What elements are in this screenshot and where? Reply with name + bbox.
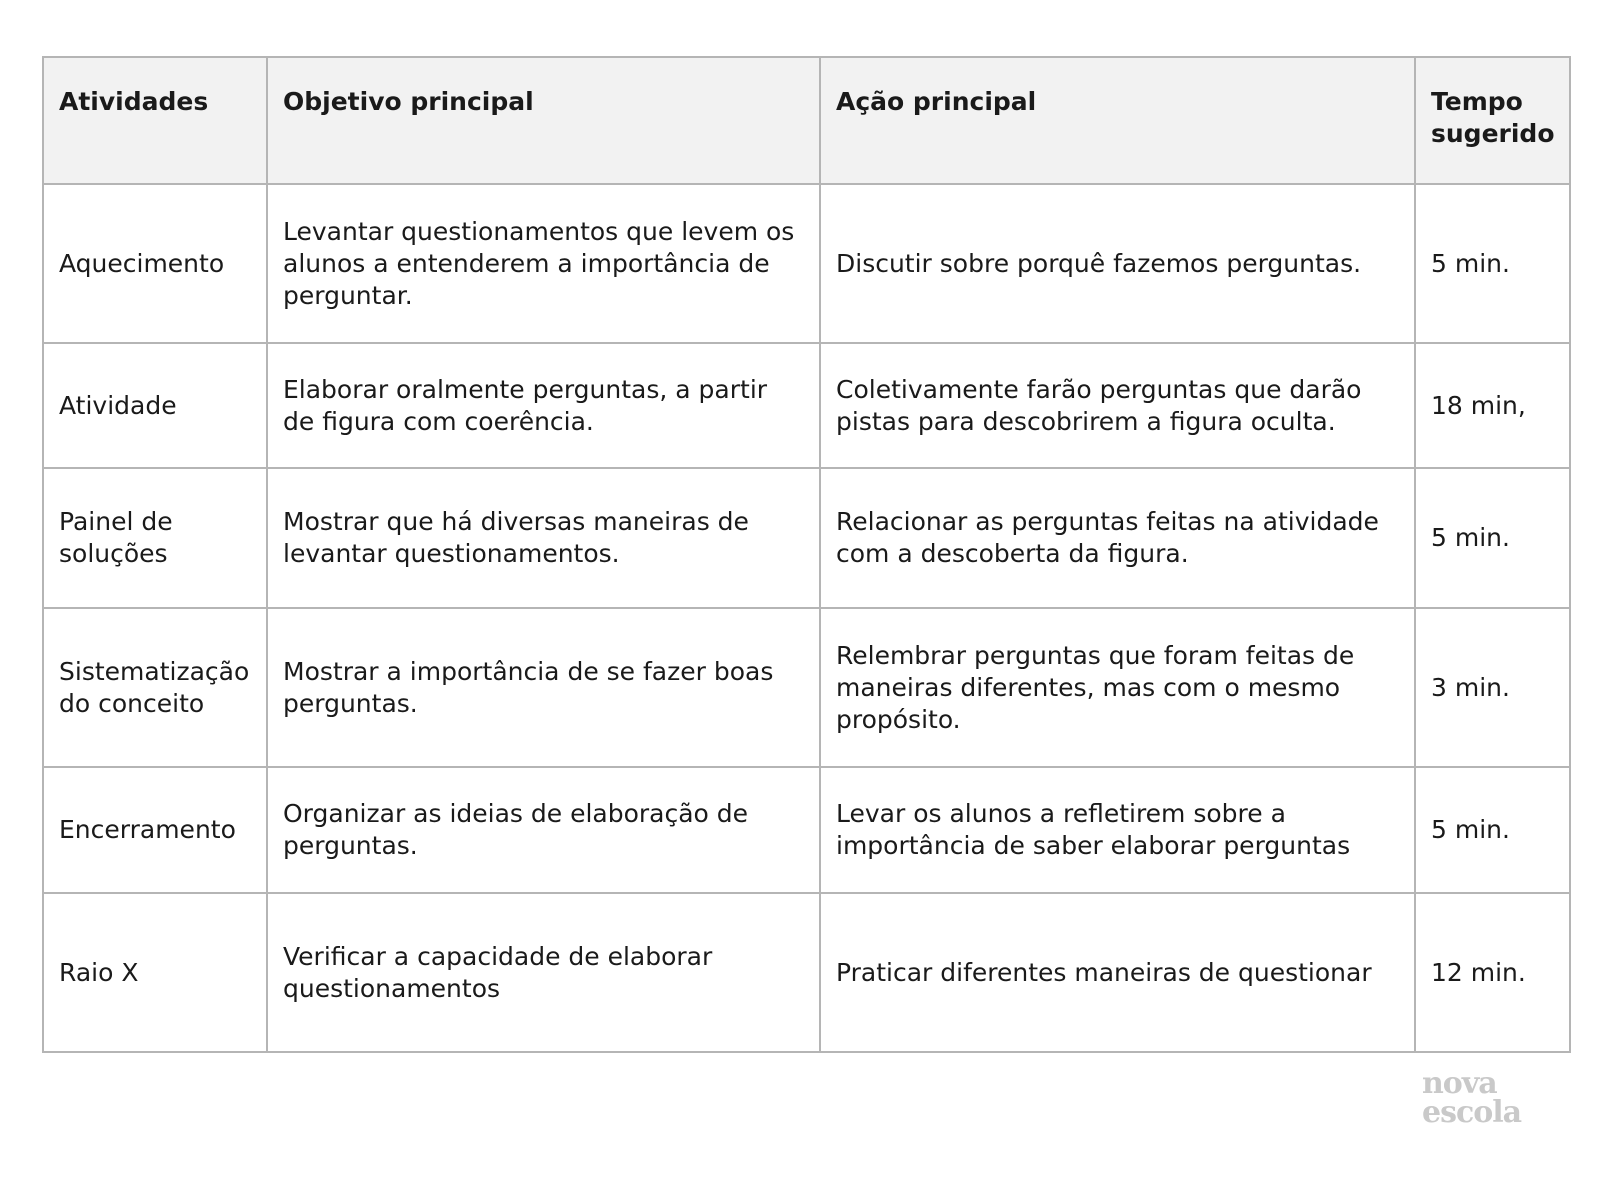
- cell-acao: Relembrar perguntas que foram feitas de maneiras diferentes, mas com o mesmo propósito.: [820, 608, 1415, 767]
- table-row: [43, 184, 1570, 343]
- table-row: [43, 343, 1570, 468]
- table-header: [43, 57, 1570, 184]
- table-row: [43, 608, 1570, 767]
- header-atividades: Atividades: [43, 57, 267, 184]
- cell-tempo: 12 min.: [1415, 893, 1570, 1052]
- cell-acao: Relacionar as perguntas feitas na atividade com a descoberta da figura.: [820, 468, 1415, 608]
- lesson-plan-table: [42, 56, 1571, 1053]
- cell-acao: Coletivamente farão perguntas que darão pistas para descobrirem a figura oculta.: [820, 343, 1415, 468]
- cell-atividade: Atividade: [43, 343, 267, 468]
- header-acao-principal: Ação principal: [820, 57, 1415, 184]
- cell-objetivo: Mostrar a importância de se fazer boas perguntas.: [267, 608, 820, 767]
- header-row: [43, 57, 1570, 184]
- cell-objetivo: Levantar questionamentos que levem os alunos a entenderem a importância de perguntar.: [267, 184, 820, 343]
- cell-objetivo: Verificar a capacidade de elaborar questionamentos: [267, 893, 820, 1052]
- cell-tempo: 18 min,: [1415, 343, 1570, 468]
- cell-tempo: 5 min.: [1415, 184, 1570, 343]
- cell-tempo: 5 min.: [1415, 767, 1570, 893]
- cell-acao: Discutir sobre porquê fazemos perguntas.: [820, 184, 1415, 343]
- cell-atividade: Painel de soluções: [43, 468, 267, 608]
- cell-atividade: Encerramento: [43, 767, 267, 893]
- cell-tempo: 3 min.: [1415, 608, 1570, 767]
- header-tempo-sugerido: Tempo sugerido: [1415, 57, 1570, 184]
- cell-objetivo: Mostrar que há diversas maneiras de levantar questionamentos.: [267, 468, 820, 608]
- logo-line-nova: nova: [1422, 1066, 1497, 1101]
- cell-acao: Levar os alunos a refletirem sobre a importância de saber elaborar perguntas: [820, 767, 1415, 893]
- cell-atividade: Raio X: [43, 893, 267, 1052]
- header-objetivo-principal: Objetivo principal: [267, 57, 820, 184]
- table-body: [43, 184, 1570, 1052]
- table-row: [43, 893, 1570, 1052]
- cell-atividade: Sistematização do conceito: [43, 608, 267, 767]
- logo-line-escola: escola: [1422, 1095, 1522, 1130]
- cell-acao: Praticar diferentes maneiras de questionar: [820, 893, 1415, 1052]
- cell-objetivo: Elaborar oralmente perguntas, a partir de figura com coerência.: [267, 343, 820, 468]
- nova-escola-logo: [1422, 1066, 1522, 1130]
- cell-objetivo: Organizar as ideias de elaboração de perguntas.: [267, 767, 820, 893]
- cell-tempo: 5 min.: [1415, 468, 1570, 608]
- cell-atividade: Aquecimento: [43, 184, 267, 343]
- table-row: [43, 468, 1570, 608]
- table-row: [43, 767, 1570, 893]
